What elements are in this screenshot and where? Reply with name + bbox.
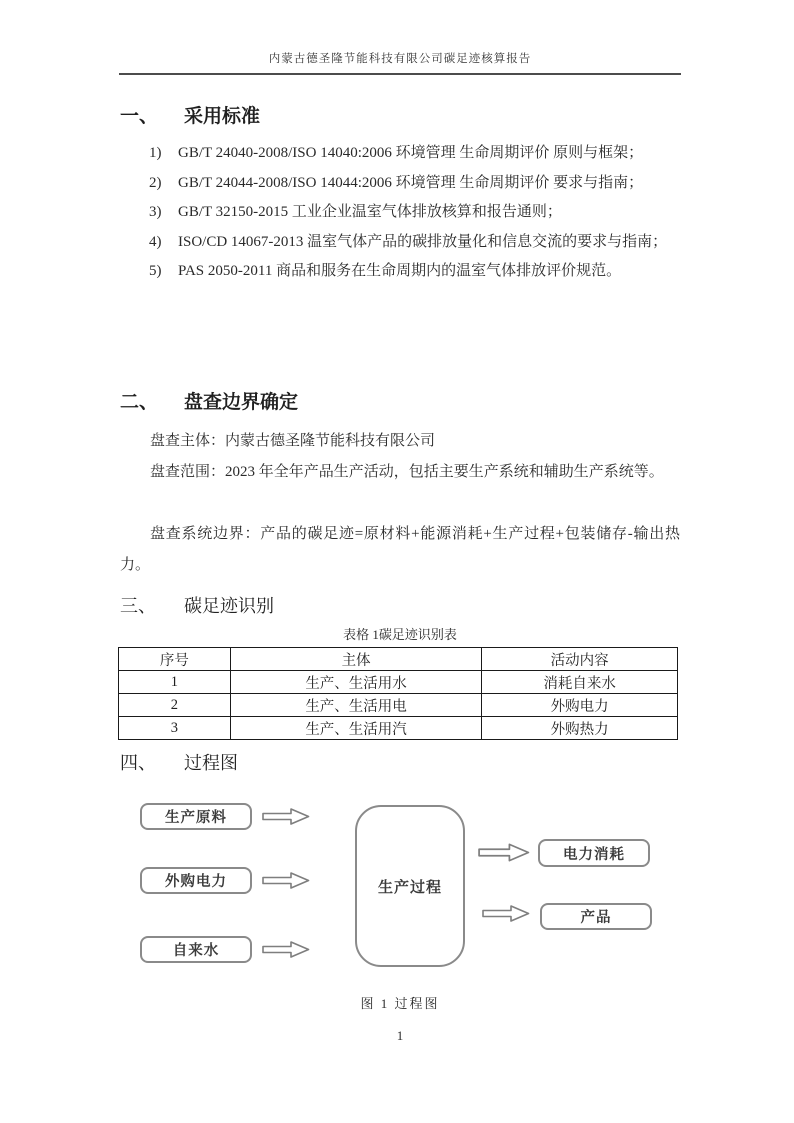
diagram-output-box: 电力消耗 — [538, 839, 650, 867]
flow-arrow-icon — [482, 905, 530, 922]
diagram-process-box: 生产过程 — [355, 805, 465, 967]
list-item — [120, 139, 680, 169]
list-item-number: 5) — [149, 263, 162, 279]
cell-no: 3 — [119, 717, 231, 740]
list-item-text: GB/T 32150-2015 工业企业温室气体排放核算和报告通则； — [178, 204, 562, 220]
cell-no: 2 — [119, 694, 231, 717]
section-4-title: 过程图 — [184, 753, 238, 773]
diagram-input-box: 自来水 — [140, 936, 252, 963]
section-2-title: 盘查边界确定 — [184, 392, 299, 413]
table-caption: 表格 1碳足迹识别表 — [343, 627, 457, 642]
cell-subject: 生产、生活用汽 — [230, 717, 482, 740]
cell-no: 1 — [119, 671, 231, 694]
figure-caption: 图 1 过程图 — [360, 996, 440, 1011]
process-diagram — [120, 795, 680, 980]
section-3-number: 三、 — [120, 596, 156, 616]
diagram-output-box: 产品 — [540, 903, 652, 930]
list-item-text: GB/T 24044-2008/ISO 14044:2006 环境管理 生命周期评价 要求与指南； — [178, 174, 644, 191]
table-row — [119, 717, 678, 740]
page-number: 1 — [396, 1028, 404, 1043]
list-item-text: GB/T 24040-2008/ISO 14040:2006 环境管理 生命周期评价 原则与框架； — [178, 145, 644, 161]
system-boundary-paragraph: 盘查系统边界：产品的碳足迹=原材料+能源消耗+生产过程+包装储存-输出热力。 — [120, 526, 680, 573]
diagram-input-box: 生产原料 — [140, 803, 252, 830]
table-row — [119, 671, 678, 694]
list-item-number: 1) — [149, 145, 162, 161]
list-item-text: ISO/CD 14067-2013 温室气体产品的碳排放量化和信息交流的要求与指南； — [178, 233, 668, 250]
cell-activity: 外购热力 — [482, 717, 678, 740]
standards-list — [120, 139, 680, 287]
column-header-subject: 主体 — [230, 648, 482, 671]
list-item — [120, 169, 680, 199]
list-item-number: 4) — [149, 233, 162, 250]
list-item-text: PAS 2050-2011 商品和服务在生命周期内的温室气体排放评价规范。 — [178, 263, 622, 279]
cell-activity: 消耗自来水 — [482, 671, 678, 694]
column-header-no: 序号 — [119, 648, 231, 671]
section-4-number: 四、 — [120, 753, 156, 773]
cell-activity: 外购电力 — [482, 694, 678, 717]
flow-arrow-icon — [262, 872, 310, 889]
section-3-title: 碳足迹识别 — [184, 596, 274, 616]
flow-arrow-icon — [262, 941, 310, 958]
list-item — [120, 198, 680, 228]
footprint-identification-table — [118, 647, 678, 740]
list-item-number: 3) — [149, 204, 162, 220]
running-header: 内蒙古德圣隆节能科技有限公司碳足迹核算报告 — [268, 53, 532, 65]
section-4-heading — [120, 749, 680, 775]
table-row — [119, 694, 678, 717]
section-3-heading — [120, 592, 680, 618]
column-header-activity: 活动内容 — [482, 648, 678, 671]
flow-arrow-icon — [478, 843, 530, 862]
section-2-heading — [120, 387, 680, 414]
flow-arrow-icon — [262, 808, 310, 825]
diagram-input-box: 外购电力 — [140, 867, 252, 894]
list-item — [120, 257, 680, 287]
inventory-scope-paragraph: 盘查范围：2023 年全年产品生产活动，包括主要生产系统和辅助生产系统等。 — [150, 464, 664, 480]
cell-subject: 生产、生活用电 — [230, 694, 482, 717]
header-rule — [119, 73, 681, 75]
list-item — [120, 228, 680, 258]
inventory-subject-paragraph: 盘查主体：内蒙古德圣隆节能科技有限公司 — [150, 433, 436, 449]
section-2-number: 二、 — [120, 392, 159, 413]
section-1-number: 一、 — [120, 106, 159, 127]
cell-subject: 生产、生活用水 — [230, 671, 482, 694]
section-1-title: 采用标准 — [184, 106, 261, 127]
list-item-number: 2) — [149, 174, 162, 191]
section-1-heading — [120, 101, 680, 128]
table-header-row — [119, 648, 678, 671]
